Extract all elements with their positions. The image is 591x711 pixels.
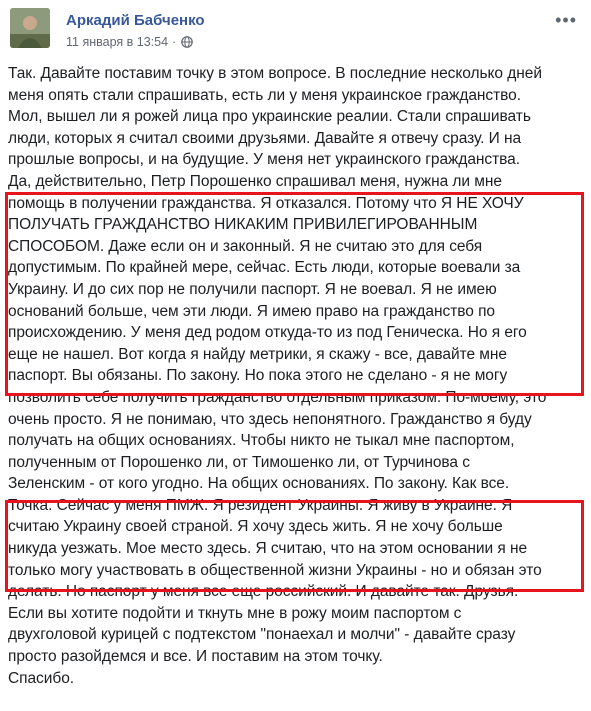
- post-text-line: никуда уезжать. Мое место здесь. Я считаю, что на этом основании я не: [8, 540, 528, 558]
- post-text-line: делать. Но паспорт у меня все еще российский. И давайте так. Друзья.: [8, 583, 519, 601]
- post-body: [8, 63, 580, 689]
- post-text-line: полученным от Порошенко ли, от Тимошенко ли, от Турчинова с: [8, 453, 470, 471]
- post-text-line: паспорт. Вы обязаны. По закону. Но пока этого не сделано - я не могу: [8, 367, 508, 385]
- post-text-line: Так. Давайте поставим точку в этом вопросе. В последние несколько дней: [8, 65, 542, 82]
- more-options-icon[interactable]: •••: [555, 10, 577, 30]
- post-text-line: считаю Украину своей страной. Я хочу здесь жить. Я не хочу больше: [8, 518, 503, 536]
- post-text-line: Мол, вышел ли я рожей лица про украинские реалии. Стали спрашивать: [8, 108, 531, 126]
- post-text-line: происхождению. У меня дед родом откуда-то из под Геническа. Но я его: [8, 324, 527, 342]
- author-name[interactable]: Аркадий Бабченко: [66, 12, 205, 29]
- post-text-line: Точка. Сейчас у меня ПМЖ. Я резидент Украины. Я живу в Украине. Я: [8, 496, 513, 514]
- post-text-line: прошлые вопросы, и на будущие. У меня нет украинского гражданства.: [8, 151, 521, 169]
- post-text-line: оснований больше, чем эти люди. Я имею право на гражданство по: [8, 302, 496, 320]
- post-text-line: ПОЛУЧАТЬ ГРАЖДАНСТВО НИКАКИМ ПРИВИЛЕГИРОВАННЫМ: [8, 216, 478, 234]
- post-text-line: СПОСОБОМ. Даже если он и законный. Я не считаю это для себя: [8, 237, 483, 255]
- post-text-line: помощь в получении гражданства. Я отказался. Потому что Я НЕ ХОЧУ: [8, 194, 524, 212]
- post-text-line: Если вы хотите подойти и ткнуть мне в рожу моим паспортом с: [8, 604, 462, 622]
- post-meta: [66, 35, 193, 49]
- post-text-line: допустимым. По крайней мере, сейчас. Есть люди, которые воевали за: [8, 259, 521, 277]
- post-text-line: Спасибо.: [8, 669, 75, 687]
- post-text-line: еще не нашел. Вот когда я найду метрики, я скажу - все, давайте мне: [8, 345, 507, 363]
- post-text-line: получать на общих основаниях. Чтобы никто не тыкал мне паспортом,: [8, 432, 515, 450]
- post-text-line: Да, действительно, Петр Порошенко спрашивал меня, нужна ли мне: [8, 172, 502, 190]
- post-text-line: только могу участвовать в общественной жизни Украины - но и обязан это: [8, 561, 542, 579]
- globe-icon: [181, 36, 193, 48]
- post-text-line: очень просто. Я не понимаю, что здесь непонятного. Гражданство я буду: [8, 410, 532, 428]
- post-text-line: люди, которых я считал своими друзьями. Давайте я отвечу сразу. И на: [8, 129, 522, 147]
- post-text-line: Украину. И до сих пор не получили паспорт. Я не воевал. Я не имею: [8, 280, 497, 298]
- post-text-line: меня опять стали спрашивать, есть ли у меня украинское гражданство.: [8, 86, 522, 104]
- post-header: [10, 8, 581, 56]
- post-text-line: просто разойдемся и все. И поставим на этом точку.: [8, 648, 383, 666]
- post-text-line: двухголовой курицей с подтекстом "понаехал и молчи" - давайте сразу: [8, 626, 516, 644]
- post-text-line: позволить себе получить гражданство отдельным приказом. По-моему, это: [8, 388, 547, 406]
- meta-separator: ·: [172, 35, 177, 49]
- post-text-line: Зеленским - от кого угодно. На общих основаниях. По закону. Как все.: [8, 475, 510, 493]
- avatar[interactable]: [10, 8, 50, 48]
- post-timestamp[interactable]: 11 января в 13:54: [66, 35, 169, 49]
